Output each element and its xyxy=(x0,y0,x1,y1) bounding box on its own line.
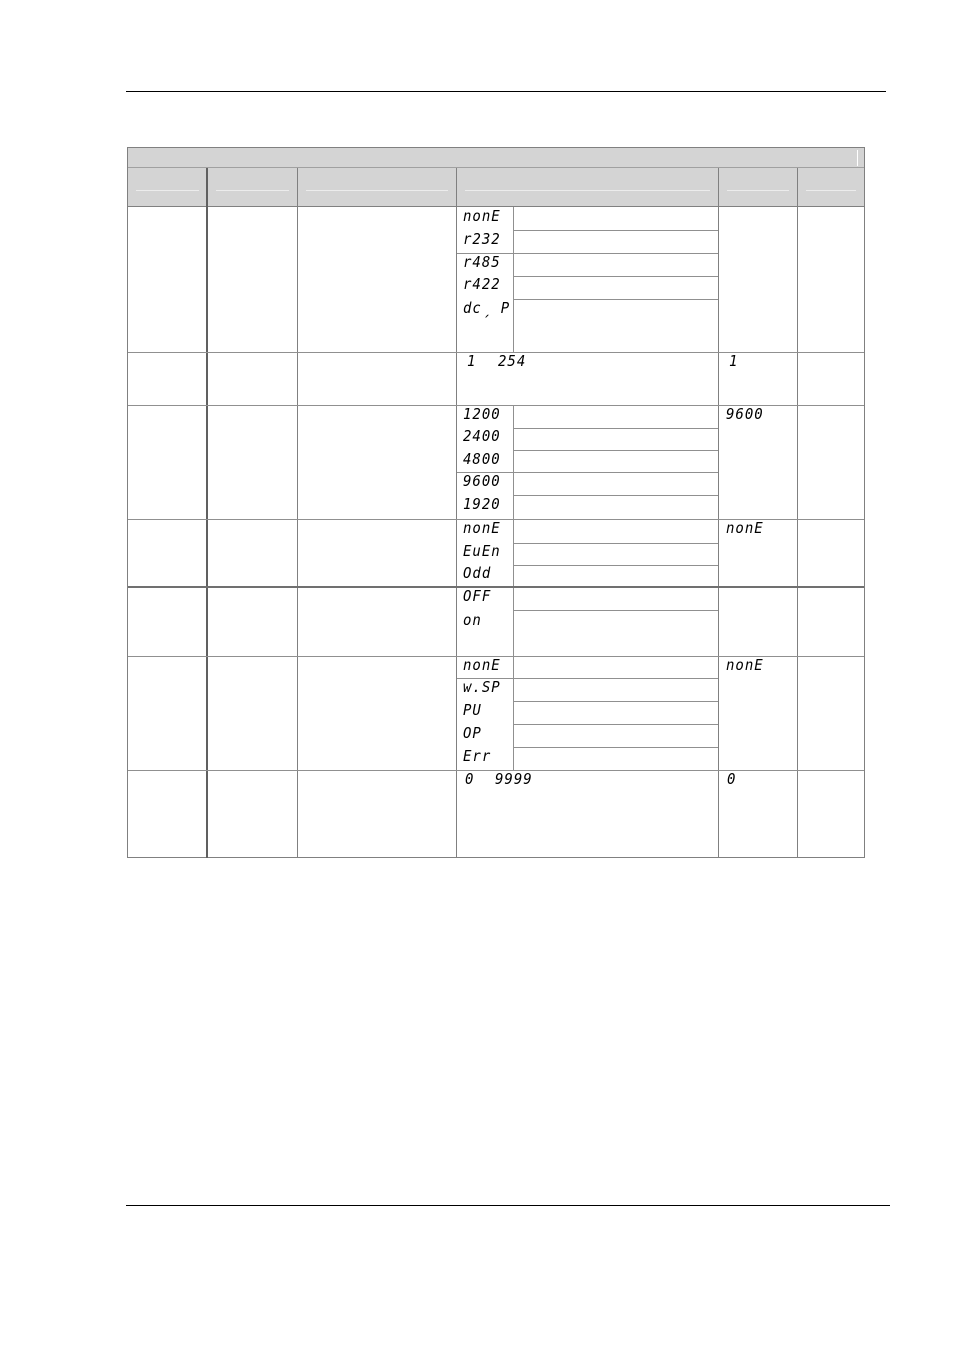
header-cell-2 xyxy=(208,168,297,206)
page-footer-rule xyxy=(126,1205,890,1206)
lcd-option-code: 2400 xyxy=(463,428,501,446)
option-separator xyxy=(513,495,718,496)
lcd-option-code: nonE xyxy=(463,208,501,226)
lcd-default-value: 0 xyxy=(727,771,737,789)
column-divider xyxy=(297,168,298,858)
lcd-option-code: 9600 xyxy=(463,473,501,491)
lcd-option-code: on xyxy=(463,612,482,630)
lcd-option-code: r232 xyxy=(463,231,501,249)
lcd-option-code: Odd xyxy=(463,565,492,583)
lcd-option-code: r422 xyxy=(463,276,501,294)
option-separator xyxy=(513,543,718,544)
header-cell-5 xyxy=(719,168,797,206)
option-separator xyxy=(513,724,718,725)
lcd-default-value: 1 xyxy=(729,353,739,371)
lcd-option-code: nonE xyxy=(463,657,501,675)
lcd-option-code: w.SP xyxy=(463,679,501,697)
header-cell-1 xyxy=(128,168,207,206)
lcd-option-code: PU xyxy=(463,702,482,720)
option-code-divider xyxy=(513,588,514,656)
lcd-default-value: nonE xyxy=(726,657,764,675)
lcd-option-code: OFF xyxy=(463,588,492,606)
column-divider xyxy=(206,168,208,858)
option-separator xyxy=(513,299,718,300)
option-separator xyxy=(513,610,718,611)
option-separator xyxy=(513,565,718,566)
header-cell-4 xyxy=(457,168,718,206)
option-separator xyxy=(513,701,718,702)
option-separator xyxy=(513,230,718,231)
option-code-divider xyxy=(513,657,514,770)
lcd-option-code: EuEn xyxy=(463,543,501,561)
header-cell-6 xyxy=(798,168,864,206)
option-code-divider xyxy=(513,207,514,352)
option-separator xyxy=(513,276,718,277)
column-divider xyxy=(718,168,719,858)
table-header-row xyxy=(128,168,864,207)
header-cell-3 xyxy=(298,168,456,206)
lcd-option-code: nonE xyxy=(463,520,501,538)
lcd-option-code: 4800 xyxy=(463,451,501,469)
option-code-divider xyxy=(513,406,514,519)
lcd-range-to: 254 xyxy=(498,353,527,371)
lcd-option-code: Err xyxy=(463,748,492,766)
lcd-option-code: dcˏ P xyxy=(463,300,511,318)
column-divider xyxy=(797,168,798,858)
lcd-range-to: 9999 xyxy=(495,771,533,789)
lcd-default-value: nonE xyxy=(726,520,764,538)
option-separator xyxy=(513,428,718,429)
table-title-bar xyxy=(128,148,864,168)
column-divider xyxy=(456,168,457,858)
row-separator xyxy=(128,352,864,353)
lcd-option-code: r485 xyxy=(463,254,501,272)
lcd-range-from: 0 xyxy=(465,771,475,789)
option-separator xyxy=(513,450,718,451)
page-header-rule xyxy=(126,91,886,92)
lcd-range-from: 1 xyxy=(467,353,477,371)
option-separator xyxy=(513,747,718,748)
row-separator xyxy=(128,586,864,588)
lcd-default-value: 9600 xyxy=(726,406,764,424)
lcd-option-code: 1920 xyxy=(463,496,501,514)
option-code-divider xyxy=(513,520,514,586)
lcd-option-code: 1200 xyxy=(463,406,501,424)
lcd-option-code: OP xyxy=(463,725,482,743)
